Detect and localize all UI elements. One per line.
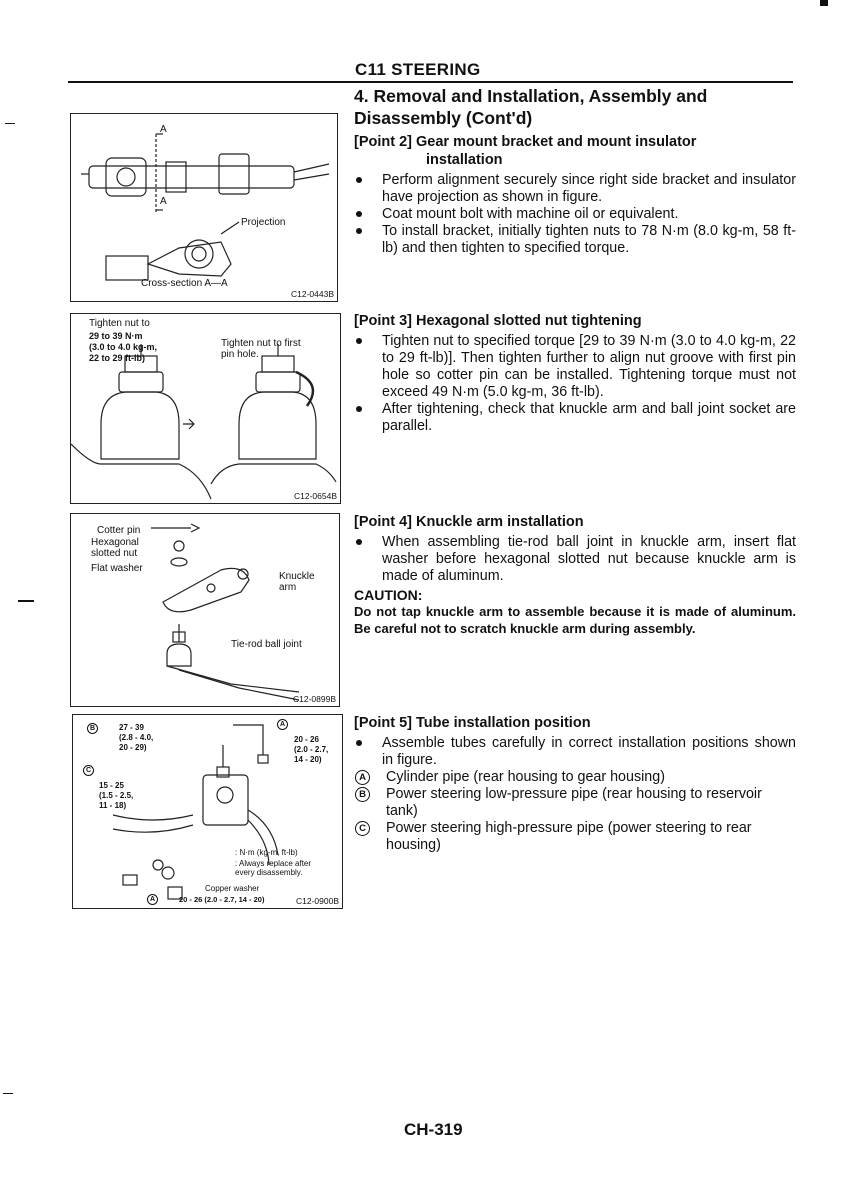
- bullet-item: Coat mount bolt with machine oil or equivalent.: [354, 206, 796, 223]
- flat-washer-label: Flat washer: [91, 563, 143, 574]
- tighten-torque-label: 29 to 39 N·m (3.0 to 4.0 kg-m, 22 to 29 ft-lb): [89, 331, 158, 363]
- bullet-item: After tightening, check that knuckle arm and ball joint socket are parallel.: [354, 401, 796, 435]
- section-arrow-bottom-label: A: [160, 196, 167, 207]
- cross-section-label: Cross-section A—A: [141, 278, 228, 289]
- margin-tick: [5, 123, 15, 124]
- figure-code: C12-0899B: [292, 694, 336, 704]
- figure-code: C12-0443B: [290, 289, 334, 299]
- pipe-item-a: [354, 769, 796, 786]
- pipe-item-text: Cylinder pipe (rear housing to gear housing): [386, 769, 665, 785]
- margin-tick: [18, 600, 34, 602]
- torque-c-label: 15 - 25 (1.5 - 2.5, 11 - 18): [99, 781, 134, 810]
- circled-letter-icon: A: [147, 894, 158, 905]
- bullet-item: Assemble tubes carefully in correct installation positions shown in figure.: [354, 735, 796, 769]
- figure-knuckle-arm: [70, 513, 340, 707]
- cotter-pin-label: Cotter pin: [97, 525, 141, 536]
- point-4-section: [354, 513, 796, 637]
- circled-letter-icon: B: [87, 723, 98, 734]
- pipe-list: [354, 769, 796, 854]
- point-2-bullets: [354, 172, 796, 257]
- section-arrow-top-label: A: [160, 124, 167, 135]
- tighten-nut-label: Tighten nut to: [89, 318, 150, 329]
- point-2-title: [Point 2] Gear mount bracket and mount insulator: [354, 134, 697, 150]
- pipe-item-text: Power steering low-pressure pipe (rear housing to reservoir tank): [386, 786, 762, 819]
- projection-label: Projection: [241, 217, 286, 228]
- section-title: C11 STEERING: [355, 60, 481, 79]
- bullet-item: Perform alignment securely since right side bracket and insulator have projection as shown in figure.: [354, 172, 796, 206]
- point-3-bullets: [354, 333, 796, 435]
- figure-code: C12-0654B: [293, 491, 337, 501]
- hex-slotted-nut-label: Hexagonal slotted nut: [91, 537, 139, 559]
- gear-housing-illustration: [71, 114, 337, 301]
- point-4-title: [Point 4] Knuckle arm installation: [354, 514, 584, 530]
- point-3-title: [Point 3] Hexagonal slotted nut tightening: [354, 313, 642, 329]
- circled-letter-icon: C: [83, 765, 94, 776]
- figure-gear-mount: [70, 113, 338, 302]
- bullet-item: To install bracket, initially tighten nuts to 78 N·m (8.0 kg-m, 58 ft-lb) and then tighten to specified torque.: [354, 223, 796, 257]
- first-pin-hole-label: Tighten nut to first pin hole.: [221, 338, 301, 360]
- margin-tick: [3, 1093, 13, 1094]
- pipe-item-b: [354, 786, 796, 820]
- page-number: CH-319: [404, 1120, 463, 1139]
- torque-a-label: 20 - 26 (2.0 - 2.7, 14 - 20): [294, 735, 329, 764]
- point-2-title-cont: installation: [426, 152, 503, 168]
- tie-rod-label: Tie-rod ball joint: [231, 639, 302, 650]
- header-rule: [68, 81, 793, 83]
- figure-tube-installation: [72, 714, 343, 909]
- legend-units-label: : N·m (kg-m, ft-lb): [235, 848, 298, 857]
- torque-b-label: 27 - 39 (2.8 - 4.0, 20 - 29): [119, 723, 154, 752]
- copper-washer-label: Copper washer: [205, 884, 260, 893]
- figure-code: C12-0900B: [295, 896, 339, 906]
- caution-text: Do not tap knuckle arm to assemble because it is made of aluminum. Be careful not to scratch knuckle arm during assembly.: [354, 604, 796, 636]
- point-5-section: [354, 714, 796, 854]
- point-5-title: [Point 5] Tube installation position: [354, 715, 591, 731]
- legend-replace-label: : Always replace after every disassembly.: [235, 859, 312, 877]
- circled-letter-icon: C: [355, 821, 370, 836]
- pipe-item-c: [354, 820, 796, 854]
- circled-letter-icon: A: [277, 719, 288, 730]
- knuckle-arm-label: Knuckle arm: [279, 571, 315, 593]
- page-heading: 4. Removal and Installation, Assembly and Disassembly (Cont'd): [354, 86, 708, 128]
- point-5-bullets: [354, 735, 796, 769]
- bullet-item: When assembling tie-rod ball joint in knuckle arm, insert flat washer before hexagonal slotted nut because knuckle arm is made of aluminum.: [354, 534, 796, 585]
- point-4-bullets: [354, 534, 796, 585]
- caution-label: CAUTION:: [354, 587, 423, 603]
- bullet-item: Tighten nut to specified torque [29 to 39 N·m (3.0 to 4.0 kg-m, 22 to 29 ft-lb)]. Then tighten further to align nut groove with first pin hole so cotter pin can be installed. Tightening torque must not exceed 49 N·m (5.0 kg-m, 36 ft-lb).: [354, 333, 796, 401]
- point-3-section: [354, 312, 796, 435]
- circled-letter-icon: B: [355, 787, 370, 802]
- point-2-section: [354, 133, 796, 257]
- pipe-item-text: Power steering high-pressure pipe (power steering to rear housing): [386, 820, 752, 853]
- circled-letter-icon: A: [355, 770, 370, 785]
- figure-nut-tightening: [70, 313, 341, 504]
- corner-mark: [820, 0, 828, 6]
- bottom-torque-label: 20 - 26 (2.0 - 2.7, 14 - 20): [179, 895, 265, 904]
